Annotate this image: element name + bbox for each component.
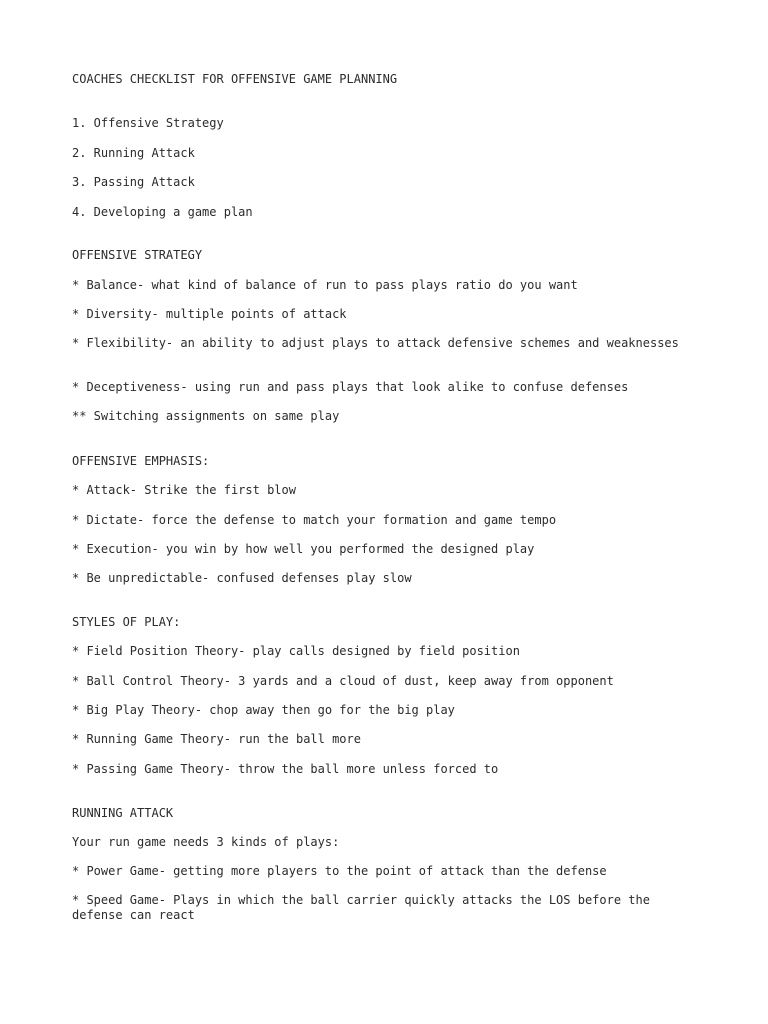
styles-item: * Passing Game Theory- throw the ball more unless forced to [72, 762, 499, 776]
strategy-item: * Deceptiveness- using run and pass plays that look alike to confuse defenses [72, 380, 629, 394]
contents-item: 3. Passing Attack [72, 175, 195, 189]
section-heading-running-attack: RUNNING ATTACK [72, 806, 174, 820]
strategy-item: * Balance- what kind of balance of run to pass plays ratio do you want [72, 278, 578, 292]
styles-item: * Ball Control Theory- 3 yards and a cloud of dust, keep away from opponent [72, 674, 614, 688]
section-heading-offensive-emphasis: OFFENSIVE EMPHASIS: [72, 454, 210, 468]
emphasis-item: * Attack- Strike the first blow [72, 483, 296, 497]
running-attack-intro: Your run game needs 3 kinds of plays: [72, 835, 340, 849]
strategy-item: ** Switching assignments on same play [72, 409, 340, 423]
emphasis-item: * Dictate- force the defense to match your formation and game tempo [72, 513, 557, 527]
document-title: COACHES CHECKLIST FOR OFFENSIVE GAME PLANNING [72, 72, 398, 86]
styles-item: * Big Play Theory- chop away then go for the big play [72, 703, 455, 717]
section-heading-styles-of-play: STYLES OF PLAY: [72, 615, 181, 629]
emphasis-item: * Execution- you win by how well you performed the designed play [72, 542, 535, 556]
emphasis-item: * Be unpredictable- confused defenses play slow [72, 571, 412, 585]
styles-item: * Field Position Theory- play calls designed by field position [72, 644, 520, 658]
strategy-item: * Flexibility- an ability to adjust plays to attack defensive schemes and weaknesses [72, 336, 679, 350]
running-attack-item: * Power Game- getting more players to the point of attack than the defense [72, 864, 607, 878]
section-heading-offensive-strategy: OFFENSIVE STRATEGY [72, 248, 203, 262]
contents-item: 4. Developing a game plan [72, 205, 253, 219]
running-attack-item: * Speed Game- Plays in which the ball carrier quickly attacks the LOS before the defense can react [72, 893, 658, 922]
strategy-item: * Diversity- multiple points of attack [72, 307, 347, 321]
contents-item: 2. Running Attack [72, 146, 195, 160]
contents-item: 1. Offensive Strategy [72, 116, 224, 130]
styles-item: * Running Game Theory- run the ball more [72, 732, 361, 746]
